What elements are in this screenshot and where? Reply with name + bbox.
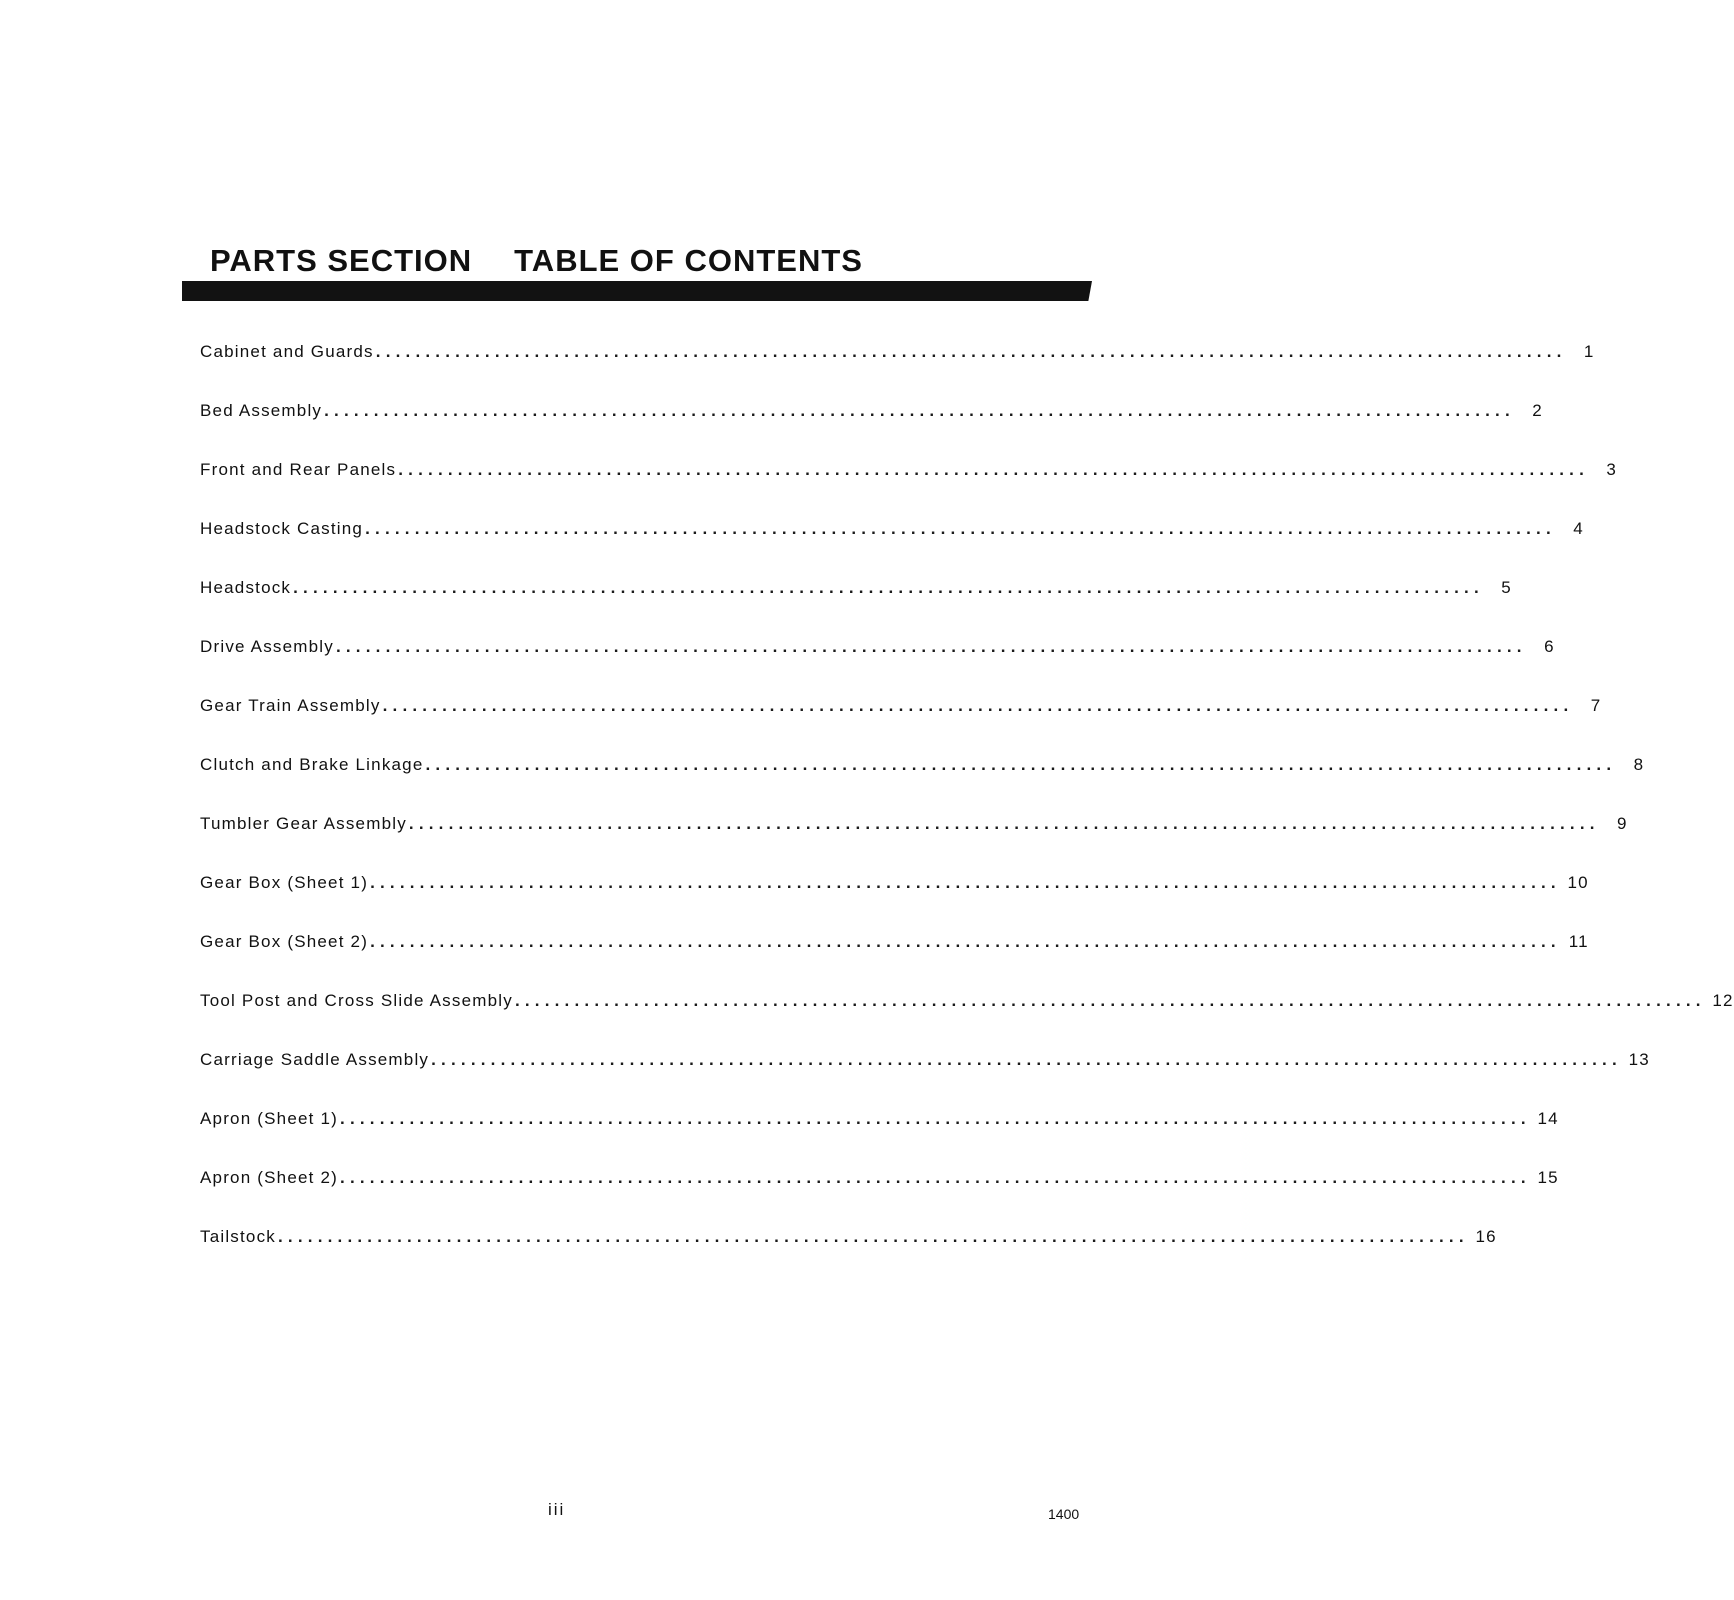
- dot-leader: ........................................................................................................................: [375, 342, 1567, 361]
- toc-entry-page: 15: [1537, 1168, 1559, 1187]
- document-code: 1400: [1048, 1506, 1080, 1522]
- toc-entry-label: Carriage Saddle Assembly: [200, 1050, 430, 1069]
- dot-leader: ........................................................................................................................: [324, 401, 1515, 420]
- toc-entry[interactable]: [200, 814, 1628, 873]
- toc-entry[interactable]: [200, 519, 1584, 578]
- dot-leader: ........................................................................................................................: [340, 1109, 1531, 1128]
- title-underline-bar: [182, 281, 1092, 301]
- dot-leader: ........................................................................................................................: [425, 755, 1617, 774]
- dot-leader: ........................................................................................................................: [370, 932, 1561, 951]
- toc-entry-page: 16: [1475, 1227, 1497, 1246]
- toc-entry[interactable]: [200, 1109, 1559, 1168]
- toc-entry-page: 8: [1633, 755, 1645, 774]
- toc-entry-label: Apron (Sheet 1): [200, 1109, 339, 1128]
- toc-entry-label: Gear Train Assembly: [200, 696, 381, 715]
- dot-leader: ........................................................................................................................: [370, 873, 1561, 892]
- toc-entry-page: 2: [1532, 401, 1543, 420]
- toc-entry[interactable]: [200, 755, 1645, 814]
- toc-entry[interactable]: [200, 578, 1512, 637]
- toc-entry-page: 12: [1712, 991, 1734, 1010]
- toc-entry-label: Tool Post and Cross Slide Assembly: [200, 991, 513, 1010]
- section-header: [182, 236, 1092, 301]
- dot-leader: ........................................................................................................................: [335, 637, 1527, 656]
- toc-entry-label: Apron (Sheet 2): [200, 1168, 339, 1187]
- dot-leader: ........................................................................................................................: [408, 814, 1600, 833]
- dot-leader: ........................................................................................................................: [382, 696, 1574, 715]
- toc-entry-label: Gear Box (Sheet 1): [200, 873, 369, 892]
- title-row: [182, 236, 1092, 276]
- toc-entry[interactable]: [200, 1227, 1497, 1286]
- toc-entry-label: Headstock Casting: [200, 519, 364, 538]
- toc-entry-label: Tailstock: [200, 1227, 276, 1246]
- dot-leader: ........................................................................................................................: [278, 1227, 1469, 1246]
- toc-entry-label: Cabinet and Guards: [200, 342, 374, 361]
- page-number: iii: [548, 1500, 566, 1519]
- toc-entry[interactable]: [200, 991, 1734, 1050]
- toc-entry-label: Headstock: [200, 578, 292, 597]
- toc-entry-label: Clutch and Brake Linkage: [200, 755, 424, 774]
- toc-entry-label: Tumbler Gear Assembly: [200, 814, 407, 833]
- toc-entry-page: 1: [1583, 342, 1595, 361]
- toc-entry-page: 10: [1567, 873, 1589, 892]
- toc-entry-page: 6: [1544, 637, 1555, 656]
- dot-leader: ........................................................................................................................: [365, 519, 1556, 538]
- toc-entry-page: 3: [1606, 460, 1618, 479]
- toc-entry-label: Gear Box (Sheet 2): [200, 932, 369, 951]
- dot-leader: ........................................................................................................................: [431, 1050, 1622, 1069]
- toc-entry-page: 5: [1501, 578, 1512, 597]
- dot-leader: ........................................................................................................................: [514, 991, 1706, 1010]
- toc-entry-page: 11: [1568, 932, 1589, 951]
- toc-entry[interactable]: [200, 637, 1555, 696]
- dot-leader: ........................................................................................................................: [398, 460, 1590, 479]
- toc-entry[interactable]: [200, 696, 1602, 755]
- table-of-contents: [200, 342, 1734, 1286]
- toc-entry-label: Front and Rear Panels: [200, 460, 397, 479]
- toc-entry-page: 14: [1537, 1109, 1559, 1128]
- toc-title: TABLE OF CONTENTS: [514, 243, 863, 278]
- toc-entry[interactable]: [200, 873, 1589, 932]
- toc-entry-page: 4: [1573, 519, 1584, 538]
- toc-entry-label: Bed Assembly: [200, 401, 323, 420]
- section-title: PARTS SECTION: [210, 243, 473, 278]
- toc-entry[interactable]: [200, 401, 1543, 460]
- dot-leader: ........................................................................................................................: [293, 578, 1484, 597]
- toc-entry[interactable]: [200, 1168, 1559, 1227]
- toc-entry-label: Drive Assembly: [200, 637, 334, 656]
- toc-entry-page: 13: [1628, 1050, 1650, 1069]
- toc-entry[interactable]: [200, 460, 1618, 519]
- toc-entry[interactable]: [200, 342, 1595, 401]
- toc-entry-page: 7: [1590, 696, 1602, 715]
- dot-leader: ........................................................................................................................: [340, 1168, 1531, 1187]
- toc-entry-page: 9: [1617, 814, 1628, 833]
- toc-entry[interactable]: [200, 1050, 1650, 1109]
- toc-entry[interactable]: [200, 932, 1589, 991]
